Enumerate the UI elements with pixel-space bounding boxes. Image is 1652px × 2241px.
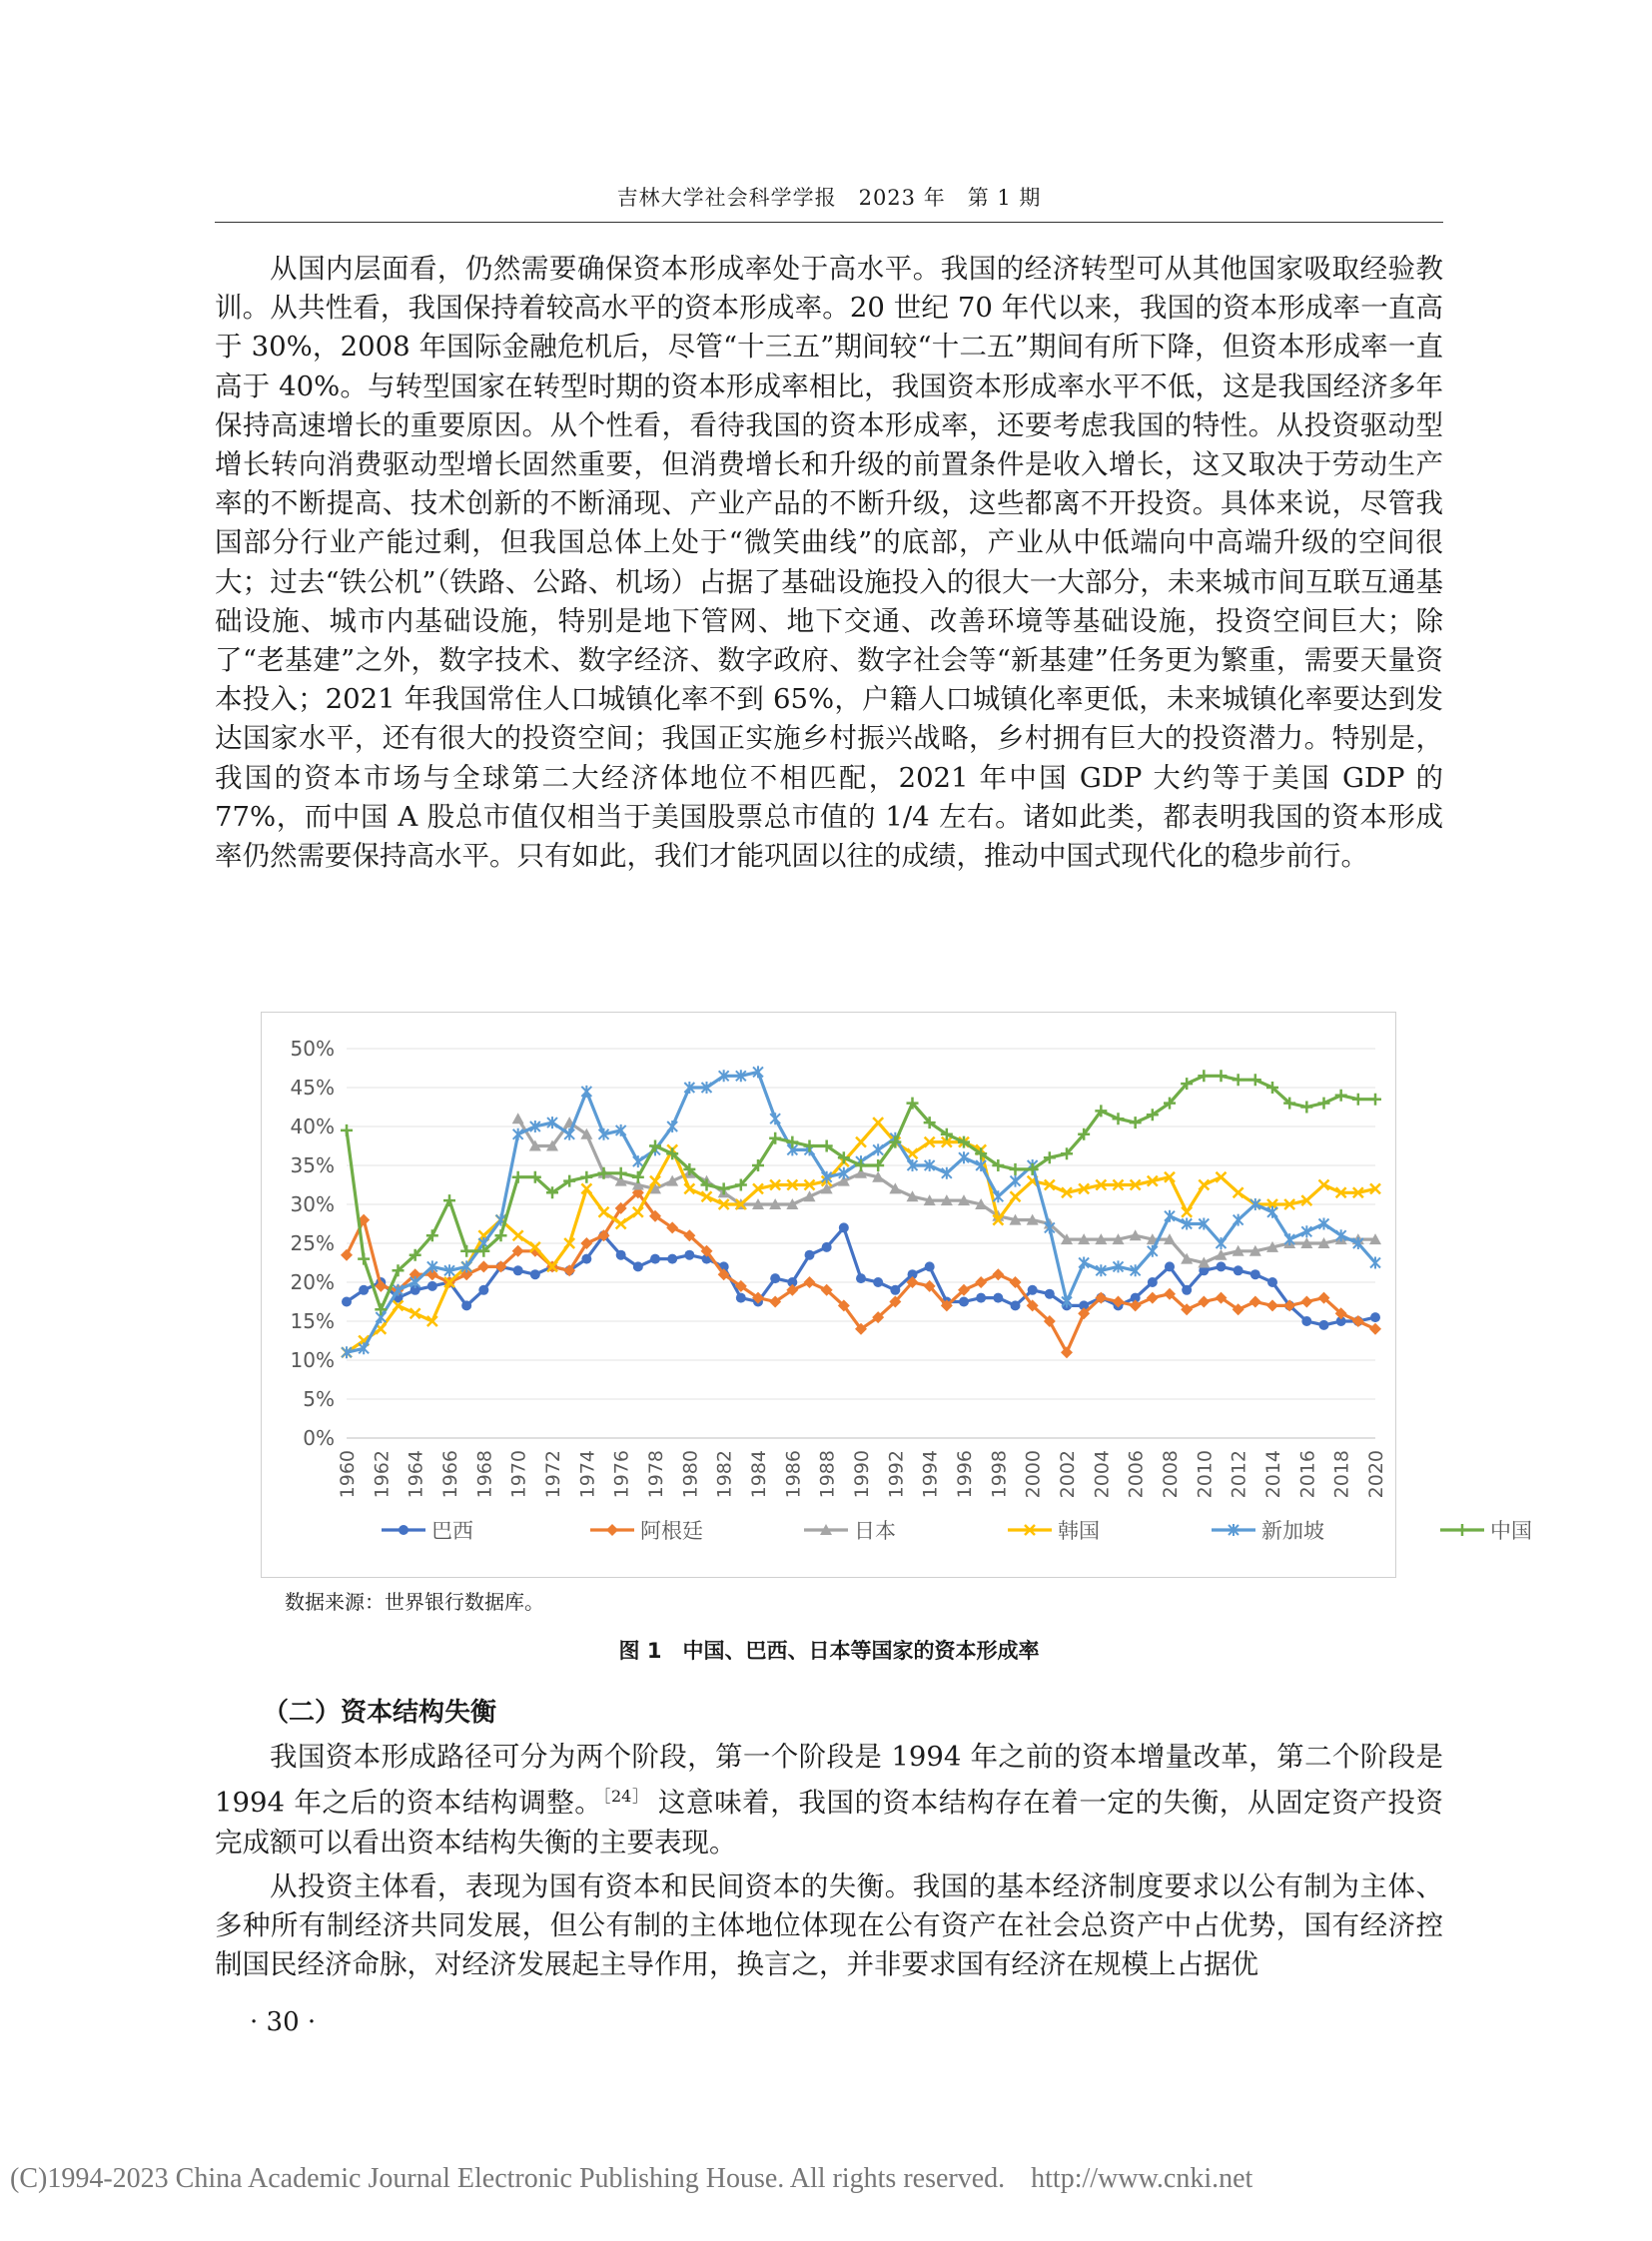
series-5-point (1216, 1070, 1228, 1082)
x-tick-label: 1988 (816, 1450, 839, 1499)
capital-formation-chart (261, 1012, 1532, 1578)
copyright-footer (10, 2163, 1408, 2195)
x-tick-label: 2004 (1091, 1450, 1114, 1499)
legend-label-1: 阿根廷 (640, 1519, 703, 1543)
y-tick-label: 15% (290, 1309, 335, 1333)
legend-label-4: 新加坡 (1261, 1519, 1324, 1543)
series-5-point (718, 1182, 730, 1194)
x-tick-label: 2012 (1228, 1450, 1250, 1499)
series-0-point (959, 1297, 969, 1307)
series-0-point (461, 1300, 471, 1310)
legend-label-3: 韩国 (1058, 1519, 1100, 1543)
x-tick-label: 1982 (713, 1450, 736, 1499)
series-0-point (1250, 1269, 1260, 1279)
series-0-point (873, 1277, 883, 1287)
series-0-point (822, 1242, 832, 1252)
y-tick-label: 10% (290, 1348, 335, 1372)
series-3-point (599, 1207, 609, 1217)
legend-marker-1 (606, 1524, 618, 1536)
paragraph-3-text: 从投资主体看，表现为国有资本和民间资本的失衡。我国的基本经济制度要求以公有制为主体、多种所有制经济共同发展，但公有制的主体地位体现在公有资产在社会总资产中占优势，国有经济控制国民经济命脉，对经济发展起主导作用，换言之，并非要求国有经济在规模上占据优 (215, 1870, 1443, 1981)
series-0-point (736, 1293, 746, 1303)
series-5-point (1300, 1102, 1312, 1114)
x-tick-label: 1970 (507, 1450, 530, 1499)
series-2-point (512, 1113, 524, 1123)
x-tick-label: 1986 (782, 1450, 805, 1499)
series-0-point (1217, 1261, 1227, 1271)
x-tick-label: 1998 (988, 1450, 1011, 1499)
chart-svg (262, 1013, 1532, 1577)
series-4-point (1234, 1214, 1243, 1226)
series-1-point (975, 1276, 987, 1288)
x-tick-label: 1980 (679, 1450, 702, 1499)
paragraph-2-part-a: 我国资本形成路径可分为两个阶段，第一个阶段是 1994 年之前的资本增量改革，第二个阶段是 1994 年之后的资本结构调整。 (215, 1741, 1443, 1820)
series-0-point (890, 1285, 900, 1295)
series-5-point (1335, 1090, 1347, 1102)
x-tick-label: 1962 (371, 1450, 394, 1499)
series-5-point (632, 1171, 644, 1183)
series-5-point (855, 1159, 867, 1171)
series-0-point (342, 1297, 352, 1307)
series-0-point (1301, 1316, 1311, 1326)
x-tick-label: 1960 (337, 1450, 359, 1499)
series-5-point (1249, 1074, 1261, 1086)
series-0-point (684, 1250, 694, 1260)
series-5-point (1113, 1113, 1125, 1124)
series-4-point (1011, 1175, 1021, 1187)
figure-caption: 图 1 中国、巴西、日本等国家的资本形成率 (618, 1639, 1040, 1663)
series-4-point (1370, 1257, 1380, 1269)
series-1-point (1369, 1323, 1381, 1335)
series-4-point (993, 1190, 1003, 1202)
series-0-point (1319, 1320, 1329, 1330)
x-tick-label: 2010 (1194, 1450, 1217, 1499)
x-tick-label: 2002 (1057, 1450, 1079, 1499)
series-1-point (1266, 1299, 1278, 1311)
paragraph-2 (215, 1738, 1443, 1863)
series-5-point (1198, 1070, 1210, 1082)
paragraph-2-text (215, 1738, 1443, 1863)
series-1-point (1198, 1296, 1210, 1308)
series-0-point (581, 1254, 591, 1264)
section-subheading: （二）资本结构失衡 (263, 1698, 497, 1728)
x-tick-label: 2006 (1125, 1450, 1148, 1499)
x-tick-label: 1968 (473, 1450, 496, 1499)
paragraph-2-part-b: 这意味着，我国的资本结构存在着一定的失衡，从固定资产投资完成额可以看出资本结构失衡的主要表现。 (215, 1787, 1443, 1859)
y-tick-label: 5% (303, 1387, 335, 1411)
series-5-point (580, 1171, 592, 1183)
series-0-point (1267, 1277, 1277, 1287)
series-3-point (1011, 1191, 1021, 1201)
series-0-point (478, 1285, 488, 1295)
series-0-point (1028, 1285, 1038, 1295)
series-0-point (1045, 1289, 1055, 1299)
x-tick-label: 2020 (1365, 1450, 1387, 1499)
y-tick-label: 25% (290, 1231, 335, 1255)
paragraph-3 (215, 1868, 1443, 1985)
series-5-point (1352, 1094, 1364, 1106)
series-0-point (770, 1273, 780, 1283)
series-0-point (633, 1261, 643, 1271)
copyright-text: (C)1994-2023 China Academic Journal Electronic Publishing House. All rights reserved. (10, 2163, 1006, 2194)
series-5-point (1369, 1094, 1381, 1106)
series-1-point (1300, 1296, 1312, 1308)
x-tick-label: 1966 (439, 1450, 461, 1499)
x-tick-label: 1978 (645, 1450, 667, 1499)
series-4-point (1148, 1245, 1158, 1257)
series-0-point (805, 1250, 815, 1260)
series-0-point (976, 1293, 986, 1303)
legend-label-5: 中国 (1490, 1519, 1532, 1543)
x-tick-label: 1992 (885, 1450, 908, 1499)
series-0-point (1234, 1265, 1243, 1275)
paragraph-1-text: 从国内层面看，仍然需要确保资本形成率处于高水平。我国的经济转型可从其他国家吸取经验教训。从共性看，我国保持着较高水平的资本形成率。20 世纪 70 年代以来，我国的资本形成率一直高于 30%，2008 年国际金融危机后，尽管“十三五”期间较“十二五”期间有所下降，但资本形成率一直高于 40%。与转型国家在转型时期的资本形成率相比，我国资本形成率水平不低，这是我国经济多年保持高速增长的重要原因。从个性看，看待我国的资本形成率，还要考虑我国的特性。从投资驱动型增长转向消费驱动型增长固然重要，但消费增长和升级的前置条件是收入增长，这又取决于劳动生产率的不断提高、技术创新的不断涌现、产业产品的不断升级，这些都离不开投资。具体来说，尽管我国部分行业产能过剩，但我国总体上处于“微笑曲线”的底部，产业从中低端向中高端升级的空间很大；过去“铁公机”（铁路、公路、机场）占据了基础设施投入的很大一大部分，未来城市间互联互通基础设施、城市内基础设施，特别是地下管网、地下交通、改善环境等基础设施，投资空间巨大；除了“老基建”之外，数字技术、数字经济、数字政府、数字社会等“新基建”任务更为繁重，需要天量资本投入；2021 年我国常住人口城镇化率不到 65%，户籍人口城镇化率更低，未来城镇化率要达到发达国家水平，还有很大的投资空间；我国正实施乡村振兴战略，乡村拥有巨大的投资潜力。特别是，我国的资本市场与全球第二大经济体地位不相匹配，2021 年中国 GDP 大约等于美国 GDP 的 77%，而中国 A 股总市值仅相当于美国股票总市值的 1/4 左右。诸如此类，都表明我国的资本形成率仍然需要保持高水平。只有如此，我们才能巩固以往的成绩，推动中国式现代化的稳步前行。 (215, 253, 1443, 873)
y-tick-label: 50% (290, 1037, 335, 1061)
legend-label-0: 巴西 (431, 1519, 473, 1543)
series-4-point (633, 1155, 643, 1167)
series-0-point (427, 1281, 437, 1291)
series-4-point (770, 1113, 780, 1124)
y-tick-label: 45% (290, 1076, 335, 1100)
series-5-point (1318, 1098, 1330, 1110)
footer-url[interactable]: http://www.cnki.net (1031, 2163, 1253, 2194)
series-4-point (873, 1143, 883, 1155)
series-1-point (992, 1268, 1004, 1280)
series-0-point (1011, 1300, 1021, 1310)
series-0-point (616, 1250, 626, 1260)
series-0-point (1182, 1285, 1192, 1295)
series-3-point (856, 1137, 866, 1147)
y-tick-label: 35% (290, 1153, 335, 1177)
series-4-point (581, 1086, 591, 1098)
series-0-point (650, 1254, 660, 1264)
header-rule (215, 222, 1443, 223)
x-tick-label: 1996 (954, 1450, 976, 1499)
series-0-point (530, 1269, 540, 1279)
series-1-point (1147, 1292, 1159, 1304)
series-1-point (1352, 1315, 1364, 1327)
citation-ref: ［24］ (602, 1787, 649, 1807)
series-0-point (839, 1222, 849, 1232)
series-0-point (359, 1285, 369, 1295)
page-number: · 30 · (250, 2007, 317, 2037)
series-4-point (564, 1128, 574, 1140)
series-0-point (1148, 1277, 1158, 1287)
series-5-point (358, 1253, 370, 1265)
series-1-point (477, 1260, 489, 1272)
series-3-point (633, 1207, 643, 1217)
x-tick-label: 2000 (1022, 1450, 1045, 1499)
paragraph-1 (215, 250, 1443, 876)
series-0-point (513, 1265, 523, 1275)
x-tick-label: 2008 (1160, 1450, 1182, 1499)
x-tick-label: 1994 (919, 1450, 942, 1499)
x-tick-label: 1990 (851, 1450, 873, 1499)
y-tick-label: 20% (290, 1270, 335, 1294)
series-0-point (993, 1293, 1003, 1303)
legend-marker-0 (399, 1525, 409, 1535)
series-5-point (512, 1171, 524, 1183)
y-tick-label: 30% (290, 1192, 335, 1216)
x-tick-label: 2016 (1296, 1450, 1319, 1499)
series-1-point (804, 1276, 816, 1288)
legend-marker-5 (1456, 1524, 1468, 1536)
x-tick-label: 2014 (1262, 1450, 1284, 1499)
y-tick-label: 40% (290, 1115, 335, 1138)
x-tick-label: 1976 (610, 1450, 633, 1499)
series-0-point (856, 1273, 866, 1283)
x-tick-label: 1972 (542, 1450, 564, 1499)
series-1-point (341, 1249, 353, 1261)
series-1-point (1061, 1346, 1073, 1358)
series-0-point (1165, 1261, 1175, 1271)
series-3-point (513, 1230, 523, 1240)
series-line-4 (347, 1072, 1375, 1352)
series-1-point (1249, 1296, 1261, 1308)
series-0-point (667, 1254, 677, 1264)
data-source-note: 数据来源：世界银行数据库。 (285, 1590, 544, 1614)
x-tick-label: 1964 (405, 1450, 427, 1499)
series-5-point (1233, 1074, 1244, 1086)
series-5-point (460, 1245, 472, 1257)
series-3-point (1234, 1187, 1243, 1197)
series-0-point (925, 1261, 935, 1271)
series-3-point (616, 1219, 626, 1229)
y-tick-label: 0% (303, 1426, 335, 1450)
legend-label-2: 日本 (854, 1519, 896, 1543)
series-0-point (1370, 1312, 1380, 1322)
x-tick-label: 1974 (576, 1450, 599, 1499)
x-tick-label: 1984 (748, 1450, 770, 1499)
journal-header: 吉林大学社会科学学报 2023 年 第 1 期 (616, 186, 1042, 210)
x-tick-label: 2018 (1330, 1450, 1353, 1499)
